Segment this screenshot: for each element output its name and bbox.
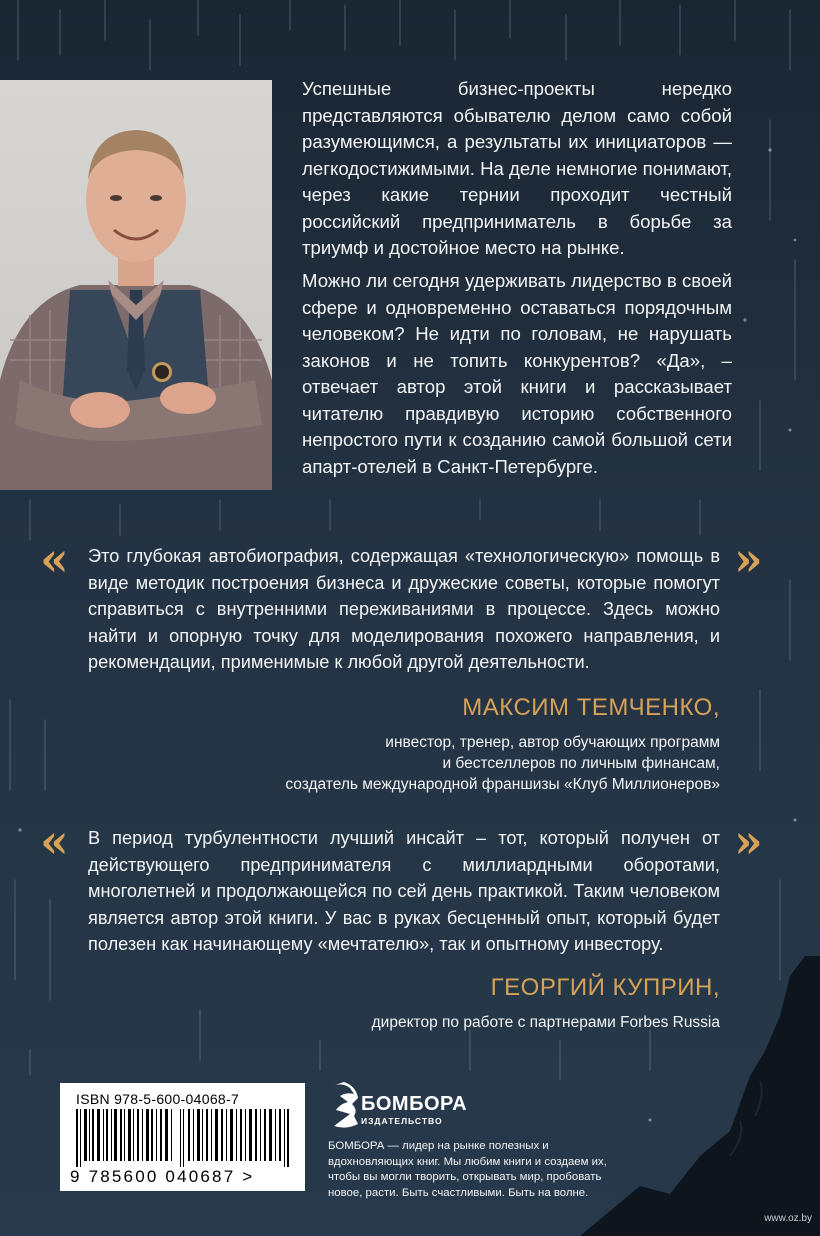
ean-digits: 9 785600 040687 >: [70, 1167, 255, 1186]
role-line: создатель международной франшизы «Клуб Миллионеров»: [285, 776, 720, 793]
role-line: и бестселлеров по личным финансам,: [442, 755, 720, 772]
publisher-description: БОМБОРА — лидер на рынке полезных и вдохновляющих книг. Мы любим книги и создаем их, чтобы вы могли творить, открывать мир, пробовать новое, расти. Быть счастливыми. Быть на волне.: [328, 1140, 607, 1199]
quote-close-mark: »: [734, 532, 763, 586]
quote-close-mark: »: [734, 814, 763, 868]
publisher-name: БОМБОРА: [361, 1093, 468, 1115]
watermark: www.oz.by: [764, 1213, 812, 1224]
author-photo: [0, 80, 272, 490]
publisher-subtitle: ИЗДАТЕЛЬСТВО: [361, 1116, 443, 1126]
quote-text-2: В период турбулентности лучший инсайт – тот, который получен от действующего предпринимателя с миллиардными оборотами, многолетней и продолжающейся по сей день практикой. Таким человеком является автор этой книги. У вас в руках бесценный опыт, который будет полезен как начинающему «мечтателю», так и опытному инвестору.: [88, 828, 720, 954]
quote-open-mark: «: [40, 532, 69, 586]
intro-paragraph-1: Успешные бизнес-проекты нередко представляются обывателю делом само собой разумеющимся, а результаты их инициаторов — легкодостижимыми. На деле немногие понимают, через какие тернии проходит честный российский предприниматель в борьбе за триумф и достойное место на рынке.: [302, 78, 732, 258]
quote-text-1: Это глубокая автобиография, содержащая «технологическую» помощь в виде методик построения бизнеса и дружеские советы, которые помогут справиться с внутренними переживаниями в процессе. Здесь можно найти и опорную точку для моделирования похожего направления, и рекомендации, применимые к любой другой деятельности.: [88, 546, 720, 672]
quote-author-2: ГЕОРГИЙ КУПРИН,: [490, 974, 720, 1001]
role-line: директор по работе с партнерами Forbes Russia: [371, 1014, 720, 1031]
isbn-barcode: [60, 1083, 305, 1191]
isbn-number: ISBN 978-5-600-04068-7: [76, 1091, 240, 1107]
quote-author-1: МАКСИМ ТЕМЧЕНКО,: [462, 694, 720, 721]
quote-role-1: [285, 732, 720, 795]
barcode-bars: [76, 1109, 291, 1167]
mountain-silhouette: [580, 956, 820, 1236]
quote-open-mark: «: [40, 814, 69, 868]
role-line: инвестор, тренер, автор обучающих программ: [385, 734, 720, 751]
intro-paragraph-2: Можно ли сегодня удерживать лидерство в своей сфере и одновременно оставаться порядочным человеком? Не идти по головам, не нарушать законов и не топить конкурентов? «Да», – отвечает автор этой книги и рассказывает читателю правдивую историю собственного непростого пути к созданию самой большой сети апарт-отелей в Санкт-Петербурге.: [302, 270, 732, 477]
